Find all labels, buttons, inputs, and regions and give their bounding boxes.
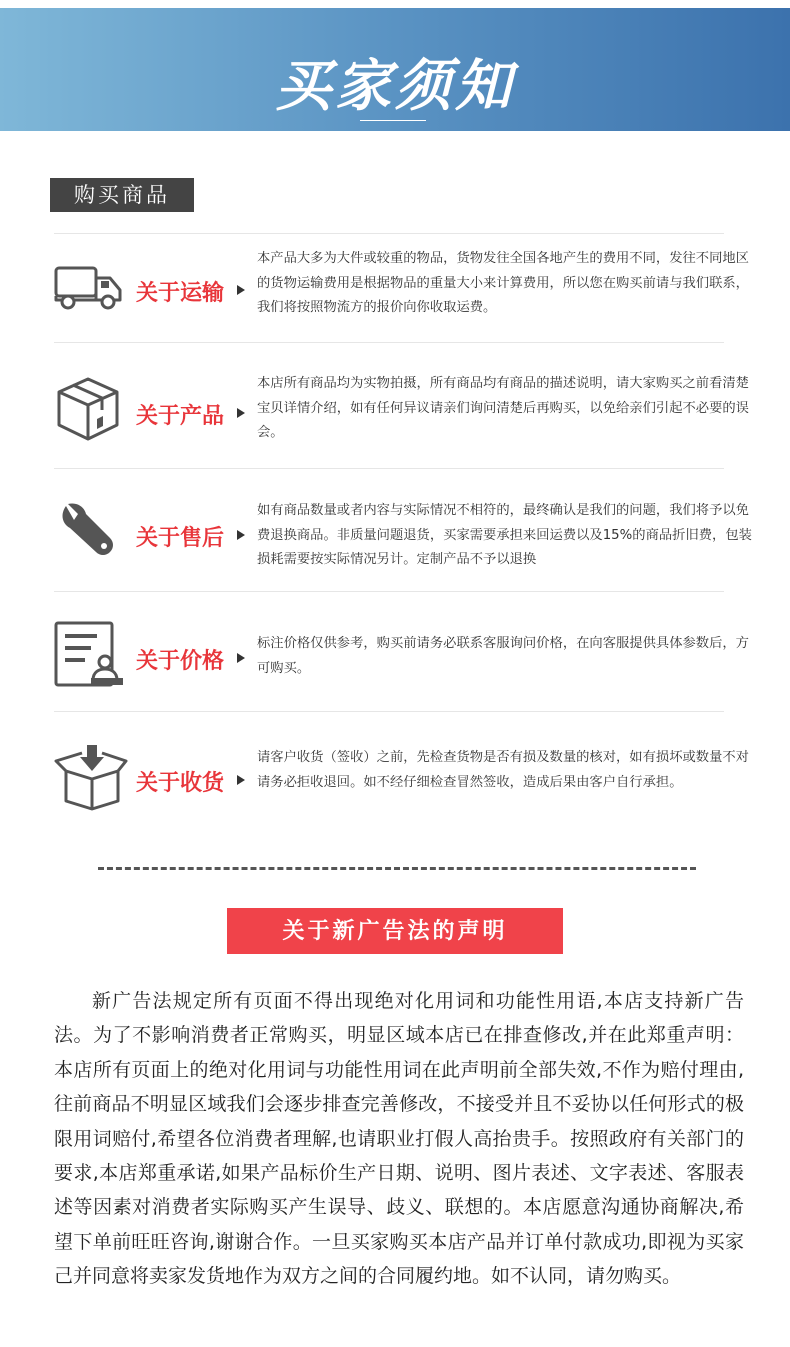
row-text-delivery: 请客户收货（签收）之前，先检查货物是否有损及数量的核对，如有损坏或数量不对请务必拒收退回。如不经仔细检查冒然签收，造成后果由客户自行承担。: [257, 750, 749, 790]
row-text-shipping: 本产品大多为大件或较重的物品，货物发往全国各地产生的费用不同，发往不同地区的货物运输费用是根据物品的重量大小来计算费用，所以您在购买前请与我们联系，我们将按照物流方的报价向你收取运费。: [257, 251, 749, 315]
arrow-icon: [237, 653, 245, 663]
wrench-icon: [58, 500, 118, 558]
arrow-icon: [237, 285, 245, 295]
package-box-icon: [55, 375, 121, 443]
arrow-icon: [237, 408, 245, 418]
row-text-after-sales: 如有商品数量或者内容与实际情况不相符的，最终确认是我们的问题，我们将予以免费退换商品。非质量问题退货，买家需要承担来回运费以及15%的商品折旧费，包装损耗需要按实际情况另计。定制产品不予以退换: [257, 503, 752, 567]
divider: [54, 711, 724, 712]
row-label-shipping: 关于运输: [136, 281, 225, 306]
divider: [54, 591, 724, 592]
page-title: 买家须知: [275, 53, 515, 119]
dashed-divider: [98, 867, 696, 870]
divider: [54, 468, 724, 469]
row-label-price: 关于价格: [136, 649, 225, 674]
row-label-product: 关于产品: [136, 404, 225, 429]
row-text-product: 本店所有商品均为实物拍摄，所有商品均有商品的描述说明，请大家购买之前看清楚宝贝详情介绍，如有任何异议请亲们询问清楚后再购买，以免给亲们引起不必要的误会。: [257, 376, 749, 440]
truck-icon: [52, 262, 124, 312]
header-banner: [0, 8, 790, 131]
row-label-delivery: 关于收货: [136, 771, 225, 796]
title-underline: [360, 120, 426, 121]
arrow-icon: [237, 775, 245, 785]
arrow-icon: [237, 530, 245, 540]
statement-title: 关于新广告法的声明: [227, 908, 563, 954]
open-box-download-icon: [52, 743, 128, 811]
row-label-after-sales: 关于售后: [136, 526, 225, 551]
price-document-icon: [53, 620, 125, 688]
statement-body: 新广告法规定所有页面不得出现绝对化用词和功能性用语,本店支持新广告法。为了不影响消费者正常购买，明显区域本店已在排查修改,并在此郑重声明：本店所有页面上的绝对化用词与功能性用词在此声明前全部失效,不作为赔付理由,往前商品不明显区域我们会逐步排查完善修改，不接受并且不妥协以任何形式的极限用词赔付,希望各位消费者理解,也请职业打假人高抬贵手。按照政府有关部门的要求,本店郑重承诺,如果产品标价生产日期、说明、图片表述、文字表述、客服表述等因素对消费者实际购买产生误导、歧义、联想的。本店愿意沟通协商解决,希望下单前旺旺咨询,谢谢合作。一旦买家购买本店产品并订单付款成功,即视为买家己并同意将卖家发货地作为双方之间的合同履约地。如不认同，请勿购买。: [54, 990, 744, 1288]
row-text-price: 标注价格仅供参考，购买前请务必联系客服询问价格，在向客服提供具体参数后，方可购买。: [257, 636, 749, 676]
divider: [54, 233, 724, 234]
section-tag: 购买商品: [50, 178, 194, 212]
divider: [54, 342, 724, 343]
